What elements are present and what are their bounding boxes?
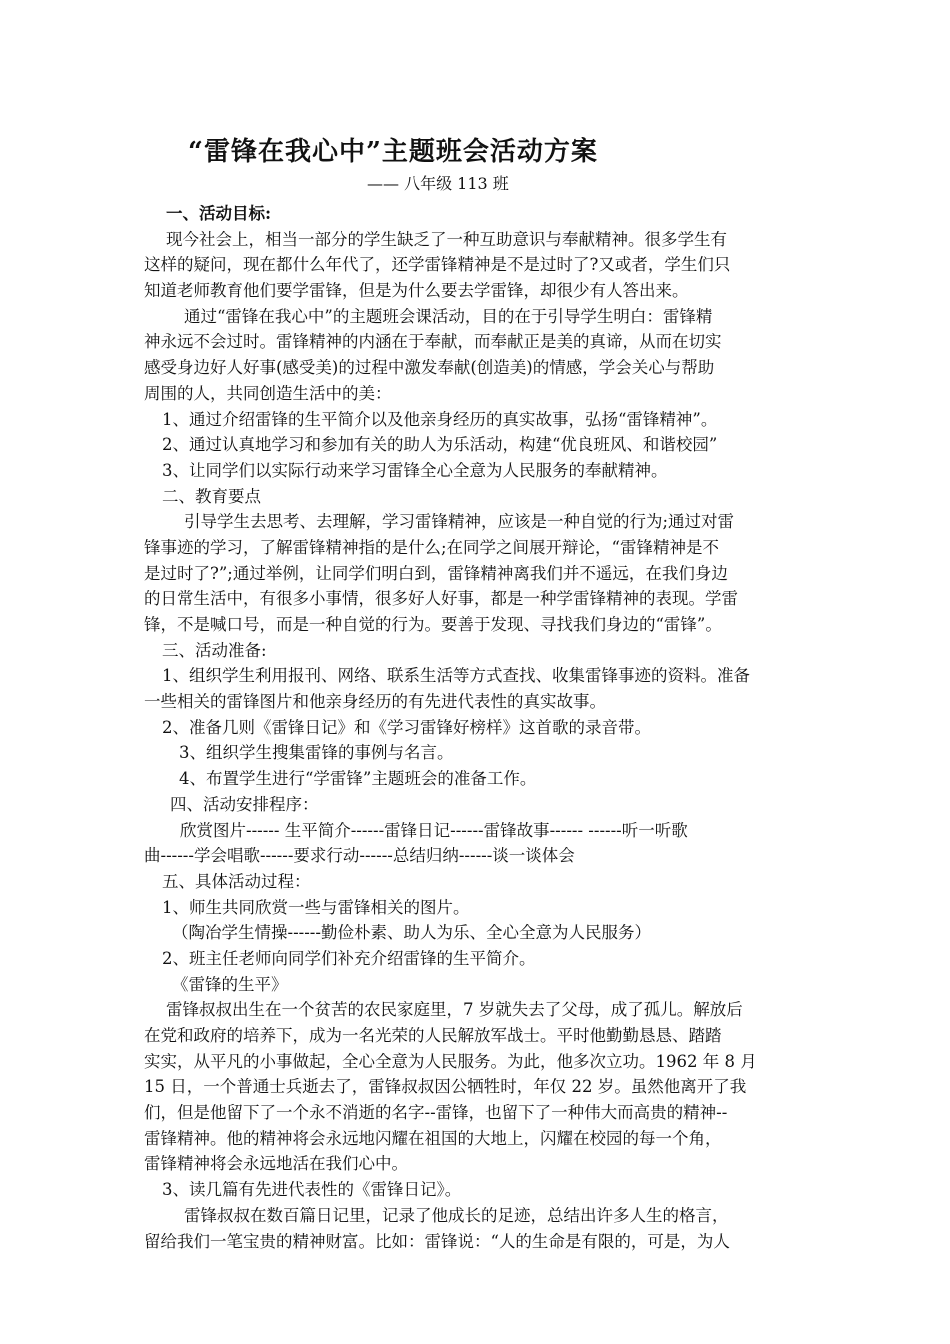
paragraph-line: 引导学生去思考、去理解，学习雷锋精神，应该是一种自觉的行为;通过对雷 xyxy=(184,512,735,532)
section-heading-schedule: 四、活动安排程序： xyxy=(170,794,319,814)
paragraph-line: 感受身边好人好事(感受美)的过程中激发奉献(创造美)的情感，学会关心与帮助 xyxy=(144,358,715,378)
paragraph-line: 的日常生活中，有很多小事情，很多好人好事，都是一种学雷锋精神的表现。学雷 xyxy=(144,589,738,609)
paragraph-line: 雷锋精神将会永远地活在我们心中。 xyxy=(144,1154,408,1174)
section-heading-goals: 一、活动目标: xyxy=(166,204,272,223)
document-title: “雷锋在我心中”主题班会活动方案 xyxy=(188,137,598,167)
list-item: 2、通过认真地学习和参加有关的助人为乐活动，构建“优良班风、和谐校园” xyxy=(162,435,718,455)
paragraph-line: 这样的疑问，现在都什么年代了，还学雷锋精神是不是过时了?又或者，学生们只 xyxy=(144,255,731,275)
paragraph-line: 实实，从平凡的小事做起，全心全意为人民服务。为此，他多次立功。1962 年 8 月 xyxy=(144,1051,757,1071)
subsection-title: 《雷锋的生平》 xyxy=(172,974,288,994)
paragraph-line: 15 日，一个普通士兵逝去了，雷锋叔叔因公牺牲时，年仅 22 岁。虽然他离开了我 xyxy=(144,1077,747,1097)
list-item: 4、布置学生进行“学雷锋”主题班会的准备工作。 xyxy=(179,769,537,789)
paragraph-line: 是过时了?”;通过举例，让同学们明白到，雷锋精神离我们并不遥远，在我们身边 xyxy=(144,563,728,583)
paragraph-line: 锋，不是喊口号，而是一种自觉的行为。要善于发现、寻找我们身边的“雷锋”。 xyxy=(144,615,722,634)
section-heading-process: 五、具体活动过程： xyxy=(162,871,311,891)
paragraph-line: 留给我们一笔宝贵的精神财富。比如：雷锋说：“人的生命是有限的，可是，为人 xyxy=(144,1231,730,1251)
paragraph-line: 雷锋精神。他的精神将会永远地闪耀在祖国的大地上，闪耀在校园的每一个角， xyxy=(144,1128,722,1148)
document-subtitle: —— 八年级 113 班 xyxy=(367,174,509,193)
paragraph-line: 一些相关的雷锋图片和他亲身经历的有先进代表性的真实故事。 xyxy=(144,692,606,712)
paragraph-line: 知道老师教育他们要学雷锋，但是为什么要去学雷锋，却很少有人答出来。 xyxy=(144,281,689,301)
list-item: 1、师生共同欣赏一些与雷锋相关的图片。 xyxy=(162,897,470,917)
paragraph-line: 神永远不会过时。雷锋精神的内涵在于奉献，而奉献正是美的真谛，从而在切实 xyxy=(144,332,722,352)
list-item: 3、组织学生搜集雷锋的事例与名言。 xyxy=(179,743,454,763)
list-item: 2、准备几则《雷锋日记》和《学习雷锋好榜样》这首歌的录音带。 xyxy=(162,717,651,737)
paragraph-line: （陶冶学生情操------勤俭朴素、助人为乐、全心全意为人民服务） xyxy=(172,923,651,943)
list-item: 3、让同学们以实际行动来学习雷锋全心全意为人民服务的奉献精神。 xyxy=(162,460,668,480)
paragraph-line: 曲------学会唱歌------要求行动------总结归纳------谈一谈体会 xyxy=(144,846,575,866)
paragraph-line: 通过“雷锋在我心中”的主题班会课活动，目的在于引导学生明白：雷锋精 xyxy=(184,306,713,326)
list-item: 3、读几篇有先进代表性的《雷锋日记》。 xyxy=(162,1180,462,1200)
list-item: 2、班主任老师向同学们补充介绍雷锋的生平简介。 xyxy=(162,948,536,968)
paragraph-line: 现今社会上，相当一部分的学生缺乏了一种互助意识与奉献精神。很多学生有 xyxy=(166,229,727,249)
paragraph-line: 欣赏图片------ 生平简介------雷锋日记------雷锋故事------ ------听一听歌 xyxy=(180,820,688,840)
paragraph-line: 们，但是他留下了一个永不消逝的名字--雷锋，也留下了一种伟大而高贵的精神-- xyxy=(144,1103,728,1123)
section-heading-preparation: 三、活动准备: xyxy=(162,640,267,660)
paragraph-line: 雷锋叔叔在数百篇日记里，记录了他成长的足迹，总结出许多人生的格言， xyxy=(184,1205,729,1225)
list-item: 1、通过介绍雷锋的生平简介以及他亲身经历的真实故事，弘扬“雷锋精神”。 xyxy=(162,409,718,429)
document-body xyxy=(144,201,814,1254)
paragraph-line: 雷锋叔叔出生在一个贫苦的农民家庭里，7 岁就失去了父母，成了孤儿。解放后 xyxy=(166,1000,743,1020)
paragraph-line: 在党和政府的培养下，成为一名光荣的人民解放军战士。平时他勤勤恳恳、踏踏 xyxy=(144,1026,722,1045)
section-heading-key-points: 二、教育要点 xyxy=(162,486,261,506)
paragraph-line: 锋事迹的学习，了解雷锋精神指的是什么;在同学之间展开辩论，“雷锋精神是不 xyxy=(144,537,719,557)
list-item: 1、组织学生利用报刊、网络、联系生活等方式查找、收集雷锋事迹的资料。准备 xyxy=(162,666,750,686)
paragraph-line: 周围的人，共同创造生活中的美： xyxy=(144,383,392,403)
